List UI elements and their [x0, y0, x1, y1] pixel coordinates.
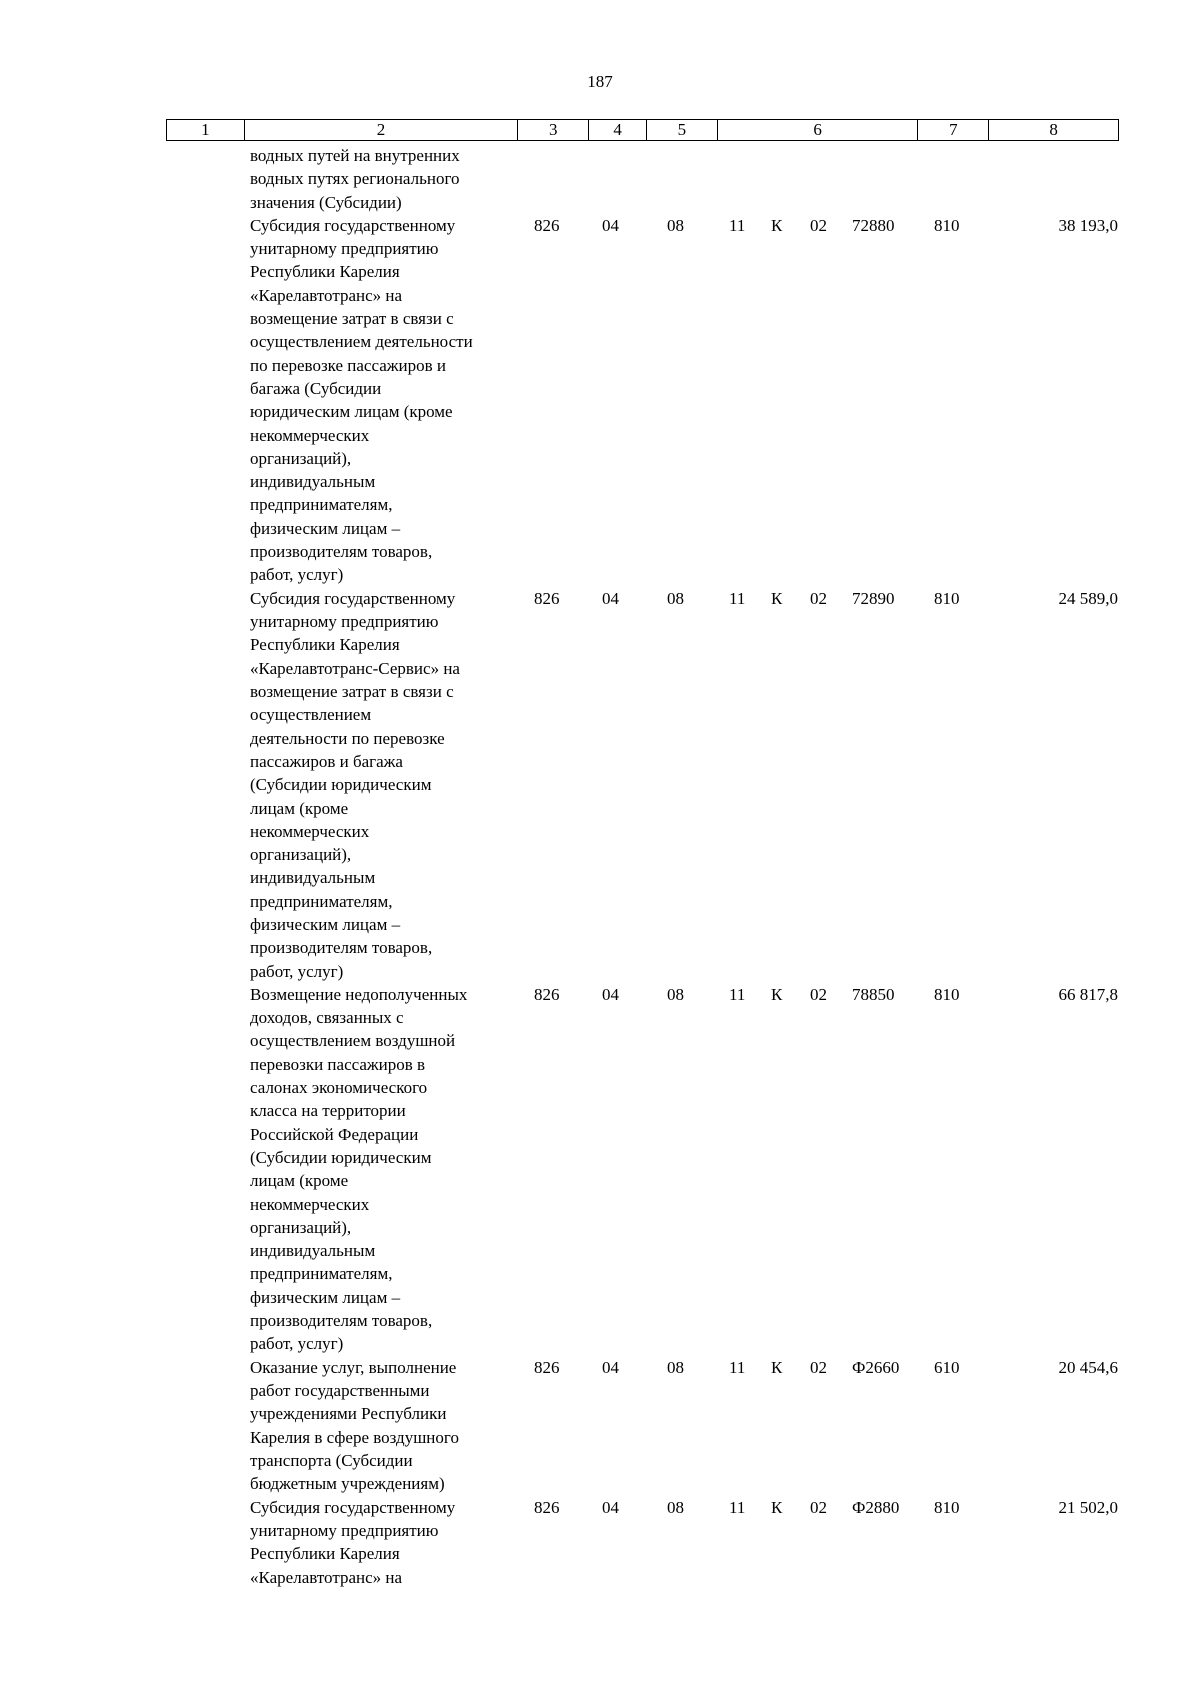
row-description: Субсидия государственному унитарному предприятию Республики Карелия «Карелавтотранс» на	[250, 1497, 456, 1587]
table-row	[0, 983, 1200, 1356]
row-col-7: 810	[934, 215, 960, 235]
row-col-5: 08	[667, 1357, 684, 1377]
row-col-6a: 11	[729, 215, 746, 235]
header-col-4: 4	[588, 120, 646, 140]
row-col-6b: К	[771, 1357, 783, 1377]
row-col-3: 826	[534, 1357, 560, 1377]
row-col-7: 810	[934, 984, 960, 1004]
row-col-6b: К	[771, 1497, 783, 1517]
header-col-5: 5	[646, 120, 717, 140]
header-col-3: 3	[517, 120, 588, 140]
row-col-6d: Ф2880	[852, 1497, 900, 1517]
row-col-6d: Ф2660	[852, 1357, 900, 1377]
row-col-3: 826	[534, 984, 560, 1004]
row-col-8: 20 454,6	[1058, 1357, 1118, 1377]
row-col-3: 826	[534, 215, 560, 235]
row-col-4: 04	[602, 215, 619, 235]
row-col-8: 24 589,0	[1058, 588, 1118, 608]
row-description: водных путей на внутренних водных путях регионального значения (Субсидии)	[250, 146, 460, 212]
table-row	[0, 1356, 1200, 1496]
row-col-8: 38 193,0	[1058, 215, 1118, 235]
table-row	[0, 1496, 1200, 1589]
row-col-6c: 02	[810, 984, 827, 1004]
row-col-7: 810	[934, 588, 960, 608]
page-number: 187	[587, 72, 613, 91]
header-col-7: 7	[917, 120, 988, 140]
row-col-8: 66 817,8	[1058, 984, 1118, 1004]
row-col-7: 610	[934, 1357, 960, 1377]
row-col-6b: К	[771, 588, 783, 608]
row-col-6d: 78850	[852, 984, 895, 1004]
header-col-2: 2	[244, 120, 517, 140]
row-col-6a: 11	[729, 588, 746, 608]
row-col-6d: 72880	[852, 215, 895, 235]
table-body	[0, 144, 1200, 1589]
row-col-5: 08	[667, 588, 684, 608]
row-col-5: 08	[667, 215, 684, 235]
row-col-4: 04	[602, 1357, 619, 1377]
row-col-6d: 72890	[852, 588, 895, 608]
row-col-6b: К	[771, 215, 783, 235]
row-col-5: 08	[667, 1497, 684, 1517]
row-col-6c: 02	[810, 1497, 827, 1517]
row-col-3: 826	[534, 588, 560, 608]
row-col-6a: 11	[729, 1357, 746, 1377]
table-row-continuation	[0, 144, 1200, 214]
row-col-5: 08	[667, 984, 684, 1004]
header-col-1: 1	[201, 120, 210, 139]
row-col-4: 04	[602, 588, 619, 608]
row-col-8: 21 502,0	[1058, 1497, 1118, 1517]
header-col-8: 8	[988, 120, 1118, 140]
row-col-4: 04	[602, 1497, 619, 1517]
row-description: Субсидия государственному унитарному предприятию Республики Карелия «Карелавтотранс-Сервис» на возмещение затрат в связи с осуществлением деятельности по перевозке пассажиров и багажа (Субсидии юридическим лицам (кроме некоммерческих организаций), индивидуальным предпринимателям, физическим лицам – производителям товаров, работ, услуг)	[250, 588, 460, 981]
row-col-6c: 02	[810, 588, 827, 608]
row-col-6c: 02	[810, 215, 827, 235]
row-description: Субсидия государственному унитарному предприятию Республики Карелия «Карелавтотранс» на возмещение затрат в связи с осуществлением деятельности по перевозке пассажиров и багажа (Субсидии юридическим лицам (кроме некоммерческих организаций), индивидуальным предпринимателям, физическим лицам – производителям товаров, работ, услуг)	[250, 215, 473, 585]
table-row	[0, 214, 1200, 587]
row-col-6a: 11	[729, 984, 746, 1004]
row-col-7: 810	[934, 1497, 960, 1517]
header-col-6: 6	[717, 120, 918, 140]
row-col-6c: 02	[810, 1357, 827, 1377]
table-row	[0, 587, 1200, 983]
table-header	[166, 119, 1119, 141]
row-col-4: 04	[602, 984, 619, 1004]
row-col-6a: 11	[729, 1497, 746, 1517]
row-col-6b: К	[771, 984, 783, 1004]
row-description: Оказание услуг, выполнение работ государственными учреждениями Республики Карелия в сфере воздушного транспорта (Субсидии бюджетным учреждениям)	[250, 1357, 459, 1494]
row-description: Возмещение недополученных доходов, связанных с осуществлением воздушной перевозки пассажиров в салонах экономического класса на территории Российской Федерации (Субсидии юридическим лицам (кроме некоммерческих организаций), индивидуальным предпринимателям, физическим лицам – производителям товаров, работ, услуг)	[250, 984, 468, 1354]
row-col-3: 826	[534, 1497, 560, 1517]
